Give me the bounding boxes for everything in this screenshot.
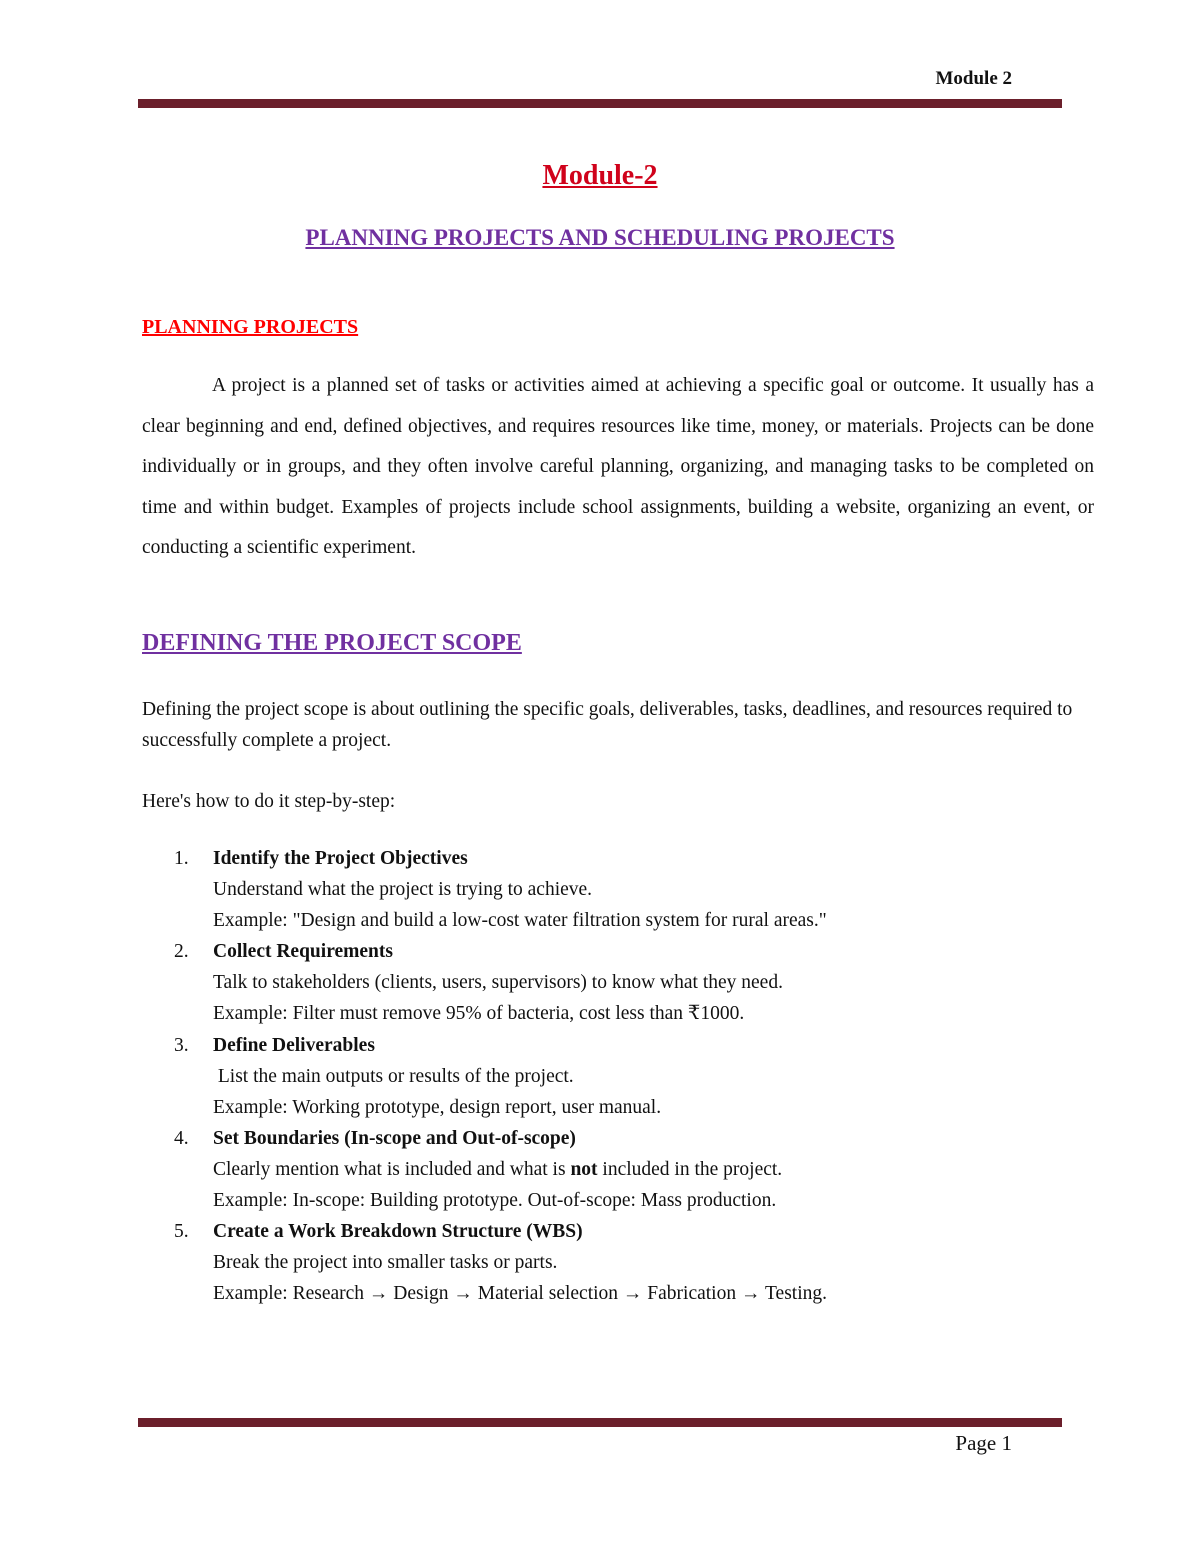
header-rule (138, 99, 1062, 108)
steps-list (142, 843, 1082, 1309)
step-number: 2. (174, 941, 189, 963)
step-number: 5. (174, 1221, 189, 1243)
module-title: Module-2 (542, 160, 658, 191)
step-title: Define Deliverables (213, 1034, 375, 1056)
step-example: Example: Filter must remove 95% of bacteria, cost less than ₹1000. (213, 1003, 745, 1025)
step-item (142, 1123, 1082, 1216)
footer-rule (138, 1418, 1062, 1427)
section-heading-scope: DEFINING THE PROJECT SCOPE (142, 630, 522, 656)
step-title: Set Boundaries (In-scope and Out-of-scope) (213, 1127, 576, 1149)
step-description-pre: Clearly mention what is included and what is (213, 1158, 571, 1180)
step-example: Example: "Design and build a low-cost water filtration system for rural areas." (213, 910, 827, 932)
document-title: PLANNING PROJECTS AND SCHEDULING PROJECTS (305, 225, 895, 250)
step-number: 4. (174, 1127, 189, 1149)
running-header: Module 2 (935, 68, 1012, 89)
step-description-post: included in the project. (597, 1158, 783, 1180)
step-description: Break the project into smaller tasks or parts. (213, 1252, 558, 1274)
planning-paragraph: A project is a planned set of tasks or activities aimed at achieving a specific goal or outcome. It usually has a clear beginning and end, defined objectives, and requires resources like time, money, or materials. Projects can be done individually or in groups, and they often involve careful planning, organizing, and managing tasks to be completed on time and within budget. Examples of projects include school assignments, building a website, organizing an event, or conducting a scientific experiment. (142, 375, 1094, 559)
scope-intro: Defining the project scope is about outlining the specific goals, deliverables, tasks, deadlines, and resources required to successfully complete a project. (142, 699, 1073, 751)
step-item (142, 843, 1082, 936)
step-title: Collect Requirements (213, 941, 393, 963)
step-example: Example: In-scope: Building prototype. Out-of-scope: Mass production. (213, 1190, 777, 1212)
section-heading-planning: PLANNING PROJECTS (142, 316, 359, 338)
step-description: Talk to stakeholders (clients, users, supervisors) to know what they need. (213, 972, 783, 994)
step-example: Example: Working prototype, design report, user manual. (213, 1096, 662, 1118)
page-number: Page 1 (955, 1431, 1012, 1455)
step-title: Create a Work Breakdown Structure (WBS) (213, 1221, 583, 1243)
step-number: 1. (174, 848, 189, 869)
step-item (142, 1030, 1082, 1123)
step-title: Identify the Project Objectives (213, 848, 468, 869)
step-description: List the main outputs or results of the project. (213, 1065, 574, 1087)
step-item (142, 936, 1082, 1029)
step-item (142, 1216, 1082, 1309)
step-example: Example: Research → Design → Material selection → Fabrication → Testing. (213, 1283, 827, 1305)
step-description: Understand what the project is trying to achieve. (213, 879, 593, 901)
step-number: 3. (174, 1034, 189, 1056)
step-description (213, 1154, 1082, 1185)
steps-lead: Here's how to do it step-by-step: (142, 791, 396, 812)
emphasis-not: not (570, 1158, 598, 1180)
